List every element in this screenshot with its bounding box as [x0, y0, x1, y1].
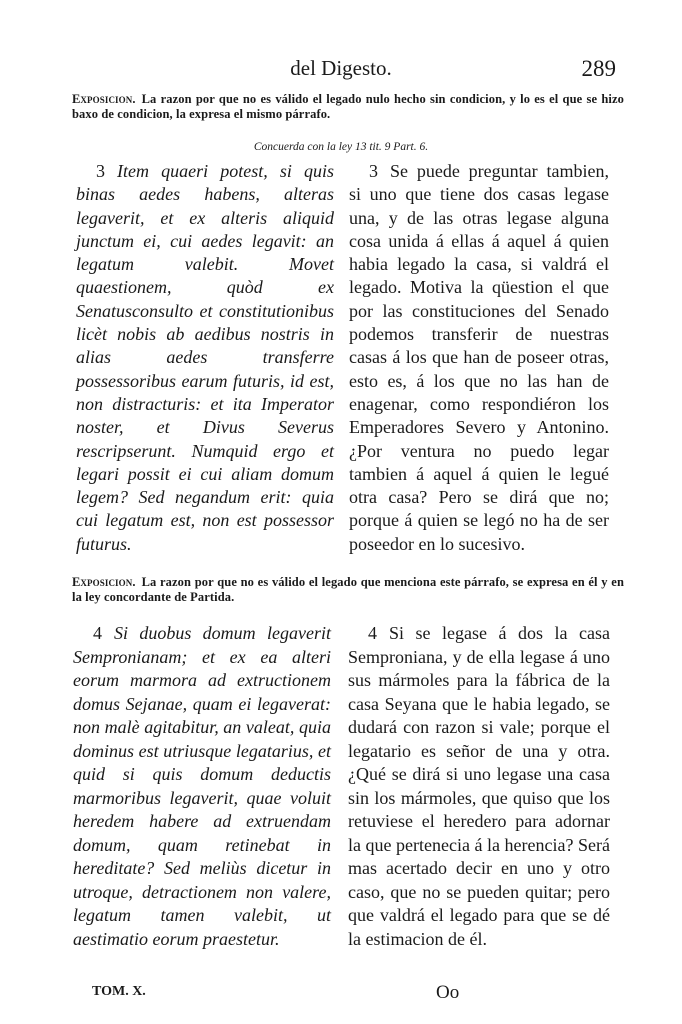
exposicion-note-2: [72, 575, 624, 605]
spanish-column-3: [349, 160, 609, 556]
exposicion-label: Exposicion.: [72, 575, 136, 589]
spanish-column-4: [348, 622, 610, 951]
spanish-text: Se puede preguntar tambien, si uno que tiene dos casas legase una, y de las otras legase alguna cosa unida á ellas á aquel á quien habia legado la casa, si valdrá el legado. Motiva la qüestion el que por las constituciones del Senado podemos transferir de nuestras casas á los que han de poseer otras, esto es, á los que no las han de enagenar, como respondiéron los Emperadores Severo y Antonino. ¿Por ventura no puedo legar tambien á aquel á quien le legué otra casa? Pero se dirá que no; porque á quien se legó no ha de ser poseedor en lo sucesivo.: [349, 161, 609, 554]
latin-column-4: [73, 622, 331, 951]
spanish-text: Si se legase á dos la casa Semproniana, y de ella legase á uno sus mármoles para la fábrica de la casa Seyana que le habia legado, se dudará con razon si vale; porque el legatario es señor de una y otra. ¿Qué se dirá si uno legase una casa sin los mármoles, que quiso que los retuviese el heredero para adornar la que pertenecia á la herencia? Será mas acertado decir en uno y otro caso, que no se pueden quitar; pero que valdrá el legado para que se dé la estimacion de él.: [348, 623, 610, 949]
concordance-note: Concuerda con la ley 13 tit. 9 Part. 6.: [253, 141, 429, 153]
latin-text: Item quaeri potest, si quis binas aedes habens, alteras legaverit, et ex alteris aliquid junctum ei, cui aedes legavit: an legatum valebit. Movet quaestionem, quòd ex Senatusconsulto et constitutionibus licèt nobis ab aedibus nostris in alias aedes transferre possessoribus earum futuris, id est, non distracturis: et ita Imperator noster, et Divus Severus rescripserunt. Numquid ergo et legari possit ei cui aliam domum legem? Sed negandum erit: quia cui legatum est, non est possessor futurus.: [76, 161, 334, 554]
paragraph-number: 4: [368, 623, 377, 643]
catchword: Oo: [436, 982, 460, 1003]
page-number: 289: [581, 56, 616, 81]
signature-mark: TOM. X.: [92, 984, 146, 999]
paragraph-number: 4: [93, 623, 102, 643]
exposicion-note-1: [72, 92, 624, 122]
exposicion-label: Exposicion.: [72, 92, 136, 106]
latin-text: Si duobus domum legaverit Sempronianam; et ex ea alteri eorum marmora ad extructionem domus Sejanae, quam ei legaverat: non malè agitabitur, an valeat, quia dominus est utriusque legatarius, et quid si quis domum deductis marmoribus legaverit, quae voluit heredem habere ad extruendam domum, quam retinebat in hereditate? Sed meliùs dicetur in utroque, detractionem non valere, legatum tamen valebit, ut aestimatio eorum praestetur.: [73, 623, 331, 949]
exposicion-text: La razon por que no es válido el legado nulo hecho sin condicion, y lo es el que se hizo baxo de condicion, la expresa el mismo párrafo.: [72, 92, 624, 121]
paragraph-number: 3: [96, 161, 105, 181]
running-head: [0, 56, 682, 86]
running-title: del Digesto.: [290, 56, 392, 80]
exposicion-text: La razon por que no es válido el legado que menciona este párrafo, se expresa en él y en la ley concordante de Partida.: [72, 575, 624, 604]
paragraph-number: 3: [369, 161, 378, 181]
latin-column-3: [76, 160, 334, 556]
